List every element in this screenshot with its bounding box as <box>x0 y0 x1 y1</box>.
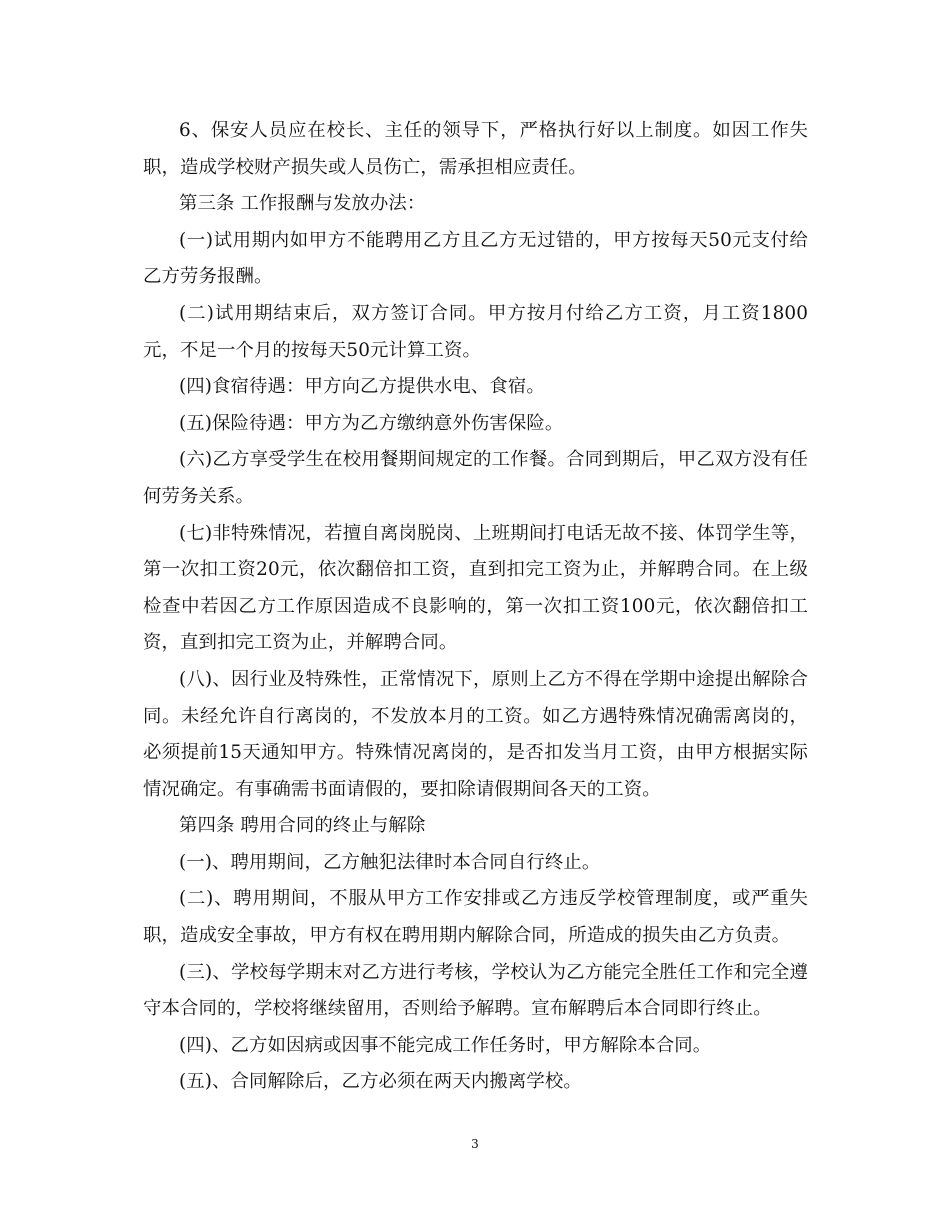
document-body <box>143 113 808 1101</box>
termination-item-2: (二)、聘用期间，不服从甲方工作安排或乙方违反学校管理制度，或严重失职，造成安全事故，甲方有权在聘用期内解除合同，所造成的损失由乙方负责。 <box>143 888 808 947</box>
page-number: 3 <box>471 1137 479 1151</box>
termination-item-5: (五)、合同解除后，乙方必须在两天内搬离学校。 <box>179 1071 582 1093</box>
pay-item-6: (六)乙方享受学生在校用餐期间规定的工作餐。合同到期后，甲乙双方没有任何劳务关系。 <box>143 449 808 507</box>
clause-6-security-duty: 6、保安人员应在校长、主任的领导下，严格执行好以上制度。如因工作失职，造成学校财产损失或人员伤亡，需承担相应责任。 <box>143 120 808 178</box>
termination-item-1: (一)、聘用期间，乙方触犯法律时本合同自行终止。 <box>179 851 601 873</box>
pay-item-1: (一)试用期内如甲方不能聘用乙方且乙方无过错的，甲方按每天50元支付给乙方劳务报酬。 <box>143 229 808 288</box>
pay-item-5: (五)保险待遇：甲方为乙方缴纳意外伤害保险。 <box>179 412 564 434</box>
pay-item-8: (八)、因行业及特殊性，正常情况下，原则上乙方不得在学期中途提出解除合同。未经允许自行离岗的，不发放本月的工资。如乙方遇特殊情况确需离岗的，必须提前15天通知甲方。特殊情况离岗的，是否扣发当月工资，由甲方根据实际情况确定。有事确需书面请假的，要扣除请假期间各天的工资。 <box>143 668 808 800</box>
article-3-heading: 第三条 工作报酬与发放办法： <box>179 193 426 215</box>
termination-item-3: (三)、学校每学期末对乙方进行考核，学校认为乙方能完全胜任工作和完全遵守本合同的，学校将继续留用，否则给予解聘。宣布解聘后本合同即行终止。 <box>143 961 808 1020</box>
pay-item-4: (四)食宿待遇：甲方向乙方提供水电、食宿。 <box>179 376 545 398</box>
termination-item-4: (四)、乙方如因病或因事不能完成工作任务时，甲方解除本合同。 <box>179 1034 712 1056</box>
article-4-heading: 第四条 聘用合同的终止与解除 <box>179 815 426 837</box>
pay-item-7: (七)非特殊情况，若擅自离岗脱岗、上班期间打电话无故不接、体罚学生等，第一次扣工资20元，依次翻倍扣工资，直到扣完工资为止，并解聘合同。在上级检查中若因乙方工作原因造成不良影响的，第一次扣工资100元，依次翻倍扣工资，直到扣完工资为止，并解聘合同。 <box>143 522 808 654</box>
pay-item-2: (二)试用期结束后，双方签订合同。甲方按月付给乙方工资，月工资1800元，不足一个月的按每天50元计算工资。 <box>143 302 808 361</box>
